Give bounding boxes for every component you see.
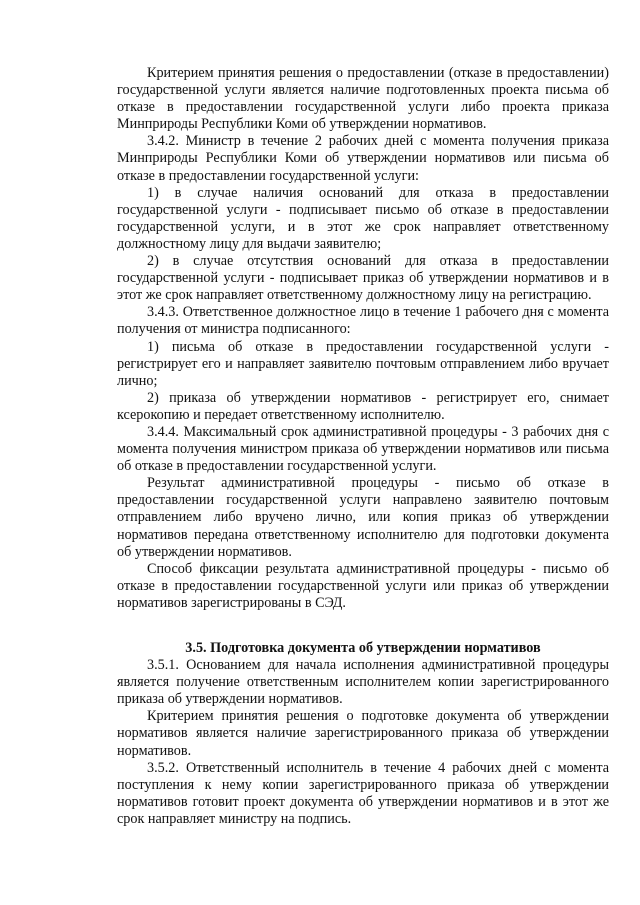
paragraph-decision-criterion: Критерием принятия решения о предоставлении (отказе в предоставлении) государственной услуги является наличие подготовленных проекта письма об отказе в предоставлении государственной услуги либо проекта приказа Минприроды Республики Коми об утверждении нормативов.: [117, 65, 609, 133]
paragraph-3-4-3-item-1: 1) письма об отказе в предоставлении государственной услуги - регистрирует его и направляет заявителю почтовым отправлением либо вручает лично;: [117, 338, 609, 389]
paragraph-3-4-3: 3.4.3. Ответственное должностное лицо в течение 1 рабочего дня с момента получения от министра подписанного:: [117, 304, 609, 338]
paragraph-3-5-criterion: Критерием принятия решения о подготовке документа об утверждении нормативов является наличие зарегистрированного приказа об утверждении нормативов.: [117, 708, 609, 759]
paragraph-3-4-2: 3.4.2. Министр в течение 2 рабочих дней с момента получения приказа Минприроды Республики Коми об утверждении нормативов или письма об отказе в предоставлении государственной услуги:: [117, 133, 609, 184]
paragraph-3-4-2-item-2: 2) в случае отсутствия оснований для отказа в предоставлении государственной услуги - подписывает приказ об утверждении нормативов и в этот же срок направляет ответственному должностному лицу на регистрацию.: [117, 253, 609, 304]
paragraph-3-4-2-item-1: 1) в случае наличия оснований для отказа в предоставлении государственной услуги - подписывает письмо об отказе в предоставлении государственной услуги, и в этот же срок направляет ответственному должностному лицу для выдачи заявителю;: [117, 184, 609, 252]
section-heading-3-5: 3.5. Подготовка документа об утверждении нормативов: [185, 640, 541, 656]
paragraph-3-5-2: 3.5.2. Ответственный исполнитель в течение 4 рабочих дней с момента поступления к нему копии зарегистрированного приказа об утверждении нормативов готовит проект документа об утверждении нормативов и в этот же срок направляет министру на подпись.: [117, 759, 609, 827]
document-page: [117, 65, 609, 828]
paragraph-3-4-4: 3.4.4. Максимальный срок административной процедуры - 3 рабочих дня с момента получения министром приказа об утверждении нормативов или письма об отказе в предоставлении государственной услуги.: [117, 423, 609, 475]
paragraph-3-5-1: 3.5.1. Основанием для начала исполнения административной процедуры является получение ответственным исполнителем копии зарегистрированного приказа об утверждении нормативов.: [117, 657, 609, 708]
paragraph-procedure-result: Результат административной процедуры - письмо об отказе в предоставлении государственной услуги направлено заявителю почтовым отправлением либо вручено лично, или копия приказ об утверждении нормативов передана ответственному исполнителю для подготовки документа об утверждении нормативов.: [117, 475, 609, 560]
paragraph-result-recording: Способ фиксации результата административной процедуры - письмо об отказе в предоставлении государственной услуги или приказ об утверждении нормативов зарегистрированы в СЭД.: [117, 560, 609, 611]
paragraph-3-4-3-item-2: 2) приказа об утверждении нормативов - регистрирует его, снимает ксерокопию и передает ответственному исполнителю.: [117, 389, 609, 423]
